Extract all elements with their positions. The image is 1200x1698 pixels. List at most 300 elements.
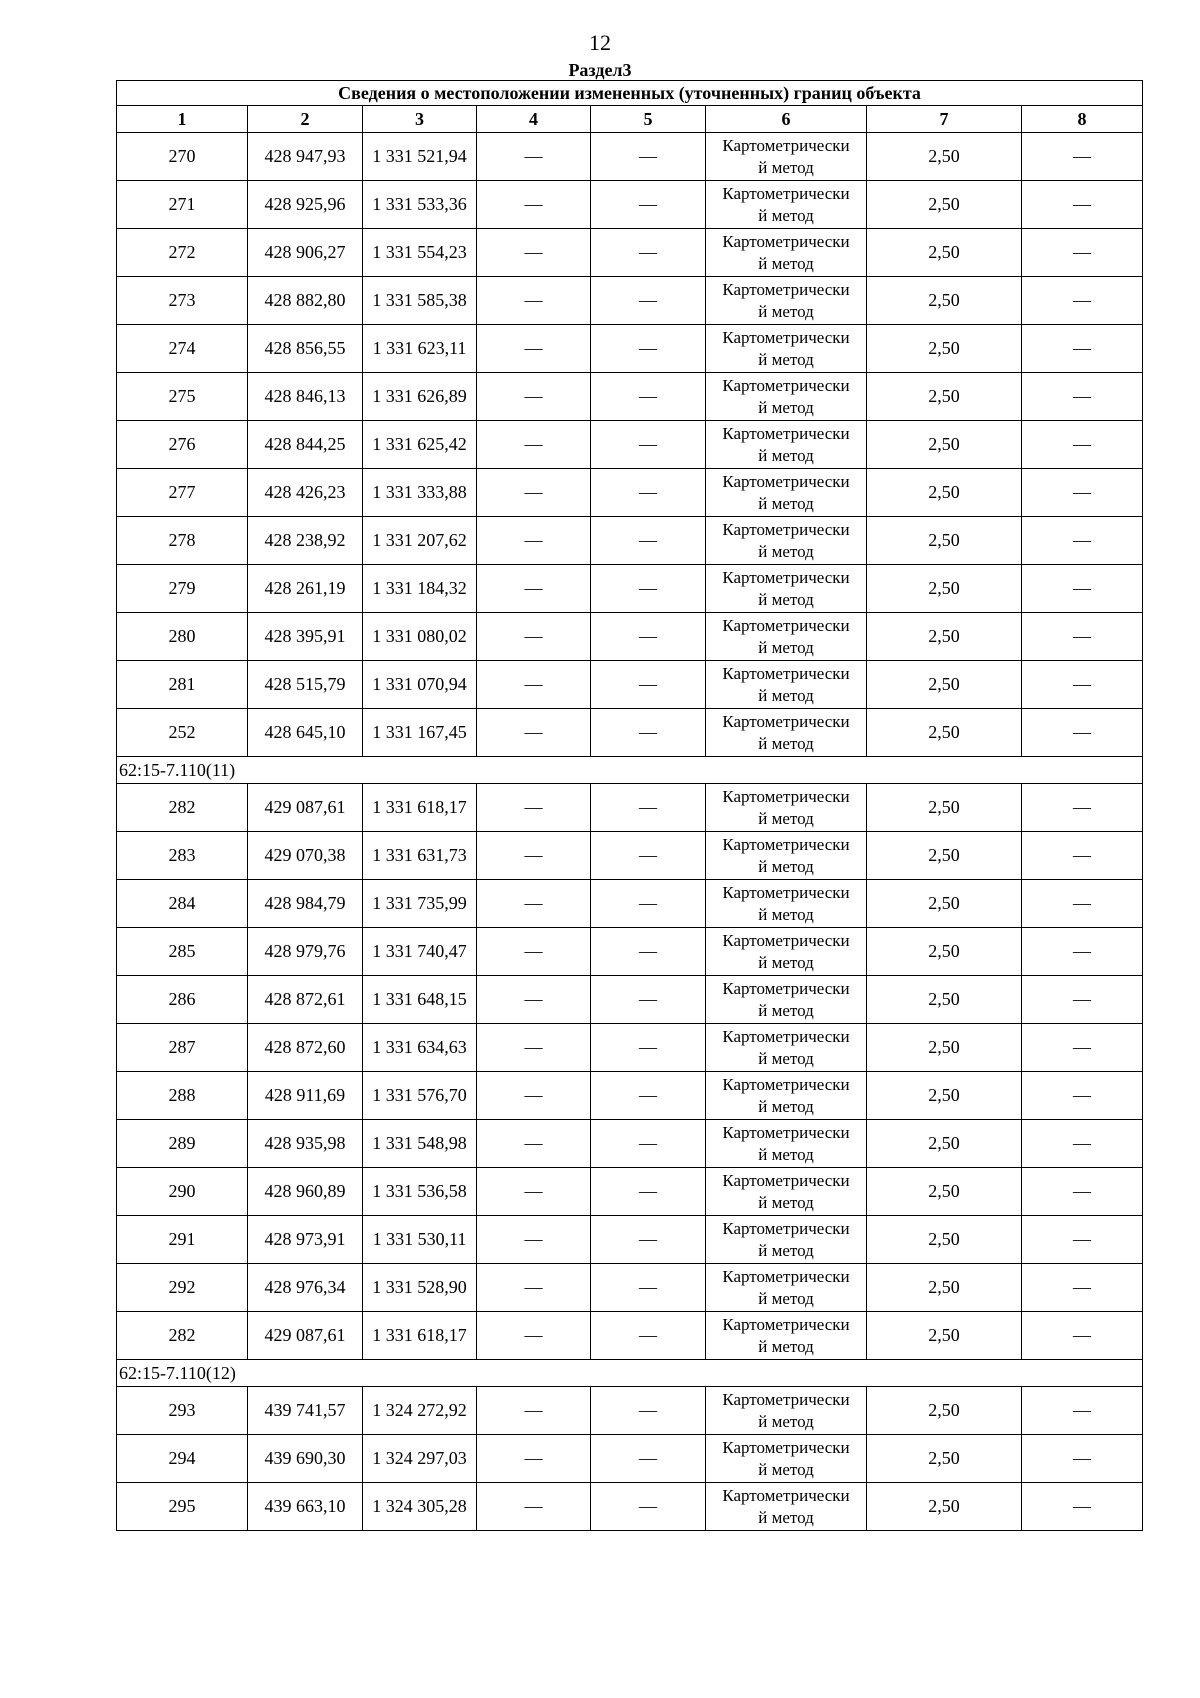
y-coordinate-cell: 1 331 530,11: [363, 1216, 477, 1264]
accuracy-cell: 2,50: [867, 277, 1022, 325]
accuracy-cell: 2,50: [867, 1120, 1022, 1168]
group-label: 62:15-7.110(11): [117, 757, 1143, 784]
column-number: 2: [248, 106, 363, 133]
y-coordinate-cell: 1 331 536,58: [363, 1168, 477, 1216]
accuracy-cell: 2,50: [867, 1483, 1022, 1531]
method-cell: [706, 1483, 867, 1531]
method-text-line2: й метод: [758, 157, 814, 177]
table-row: [117, 181, 1143, 229]
accuracy-cell: 2,50: [867, 1264, 1022, 1312]
dash-cell: —: [1022, 832, 1143, 880]
dash-cell: —: [1022, 517, 1143, 565]
dash-cell: —: [591, 1168, 706, 1216]
method-text-line1: Картометрически: [722, 471, 850, 491]
column-number: 1: [117, 106, 248, 133]
dash-cell: —: [477, 613, 591, 661]
method-cell: [706, 1435, 867, 1483]
accuracy-cell: 2,50: [867, 133, 1022, 181]
accuracy-cell: 2,50: [867, 613, 1022, 661]
dash-cell: —: [1022, 928, 1143, 976]
method-text-line1: Картометрически: [722, 786, 850, 806]
accuracy-cell: 2,50: [867, 976, 1022, 1024]
x-coordinate-cell: 428 960,89: [248, 1168, 363, 1216]
method-cell: [706, 709, 867, 757]
accuracy-cell: 2,50: [867, 1072, 1022, 1120]
table-row: [117, 1483, 1143, 1531]
dash-cell: —: [591, 469, 706, 517]
dash-cell: —: [477, 1120, 591, 1168]
method-text-line1: Картометрически: [722, 1074, 850, 1094]
dash-cell: —: [1022, 1072, 1143, 1120]
table-row: [117, 277, 1143, 325]
table-row: [117, 229, 1143, 277]
dash-cell: —: [1022, 1387, 1143, 1435]
x-coordinate-cell: 428 645,10: [248, 709, 363, 757]
table-row: [117, 421, 1143, 469]
point-number-cell: 285: [117, 928, 248, 976]
y-coordinate-cell: 1 331 623,11: [363, 325, 477, 373]
dash-cell: —: [477, 661, 591, 709]
table-row: [117, 832, 1143, 880]
dash-cell: —: [1022, 1483, 1143, 1531]
point-number-cell: 282: [117, 784, 248, 832]
accuracy-cell: 2,50: [867, 229, 1022, 277]
dash-cell: —: [477, 133, 591, 181]
dash-cell: —: [477, 1435, 591, 1483]
method-text-line2: й метод: [758, 589, 814, 609]
method-cell: [706, 1216, 867, 1264]
method-cell: [706, 1387, 867, 1435]
table-row: [117, 373, 1143, 421]
method-cell: [706, 133, 867, 181]
method-text-line2: й метод: [758, 1507, 814, 1527]
method-cell: [706, 325, 867, 373]
accuracy-cell: 2,50: [867, 1216, 1022, 1264]
dash-cell: —: [1022, 1024, 1143, 1072]
method-text-line1: Картометрически: [722, 231, 850, 251]
method-cell: [706, 565, 867, 613]
table-row: [117, 1120, 1143, 1168]
method-text-line2: й метод: [758, 733, 814, 753]
dash-cell: —: [591, 832, 706, 880]
accuracy-cell: 2,50: [867, 1312, 1022, 1360]
table-row: [117, 517, 1143, 565]
dash-cell: —: [591, 1120, 706, 1168]
method-text-line1: Картометрически: [722, 135, 850, 155]
method-text-line1: Картометрически: [722, 1437, 850, 1457]
point-number-cell: 288: [117, 1072, 248, 1120]
accuracy-cell: 2,50: [867, 181, 1022, 229]
table-row: [117, 565, 1143, 613]
dash-cell: —: [477, 277, 591, 325]
point-number-cell: 284: [117, 880, 248, 928]
dash-cell: —: [591, 565, 706, 613]
dash-cell: —: [591, 928, 706, 976]
method-cell: [706, 1312, 867, 1360]
x-coordinate-cell: 428 906,27: [248, 229, 363, 277]
method-cell: [706, 928, 867, 976]
method-text-line1: Картометрически: [722, 1314, 850, 1334]
method-text-line1: Картометрически: [722, 327, 850, 347]
dash-cell: —: [1022, 1264, 1143, 1312]
dash-cell: —: [477, 709, 591, 757]
accuracy-cell: 2,50: [867, 832, 1022, 880]
table-row: [117, 784, 1143, 832]
y-coordinate-cell: 1 331 735,99: [363, 880, 477, 928]
dash-cell: —: [591, 277, 706, 325]
dash-cell: —: [591, 1072, 706, 1120]
dash-cell: —: [1022, 469, 1143, 517]
dash-cell: —: [1022, 325, 1143, 373]
method-text-line2: й метод: [758, 493, 814, 513]
y-coordinate-cell: 1 331 333,88: [363, 469, 477, 517]
dash-cell: —: [477, 976, 591, 1024]
method-text-line2: й метод: [758, 637, 814, 657]
x-coordinate-cell: 428 261,19: [248, 565, 363, 613]
y-coordinate-cell: 1 324 305,28: [363, 1483, 477, 1531]
method-text-line2: й метод: [758, 301, 814, 321]
dash-cell: —: [591, 325, 706, 373]
method-text-line2: й метод: [758, 1459, 814, 1479]
dash-cell: —: [591, 661, 706, 709]
column-number: 4: [477, 106, 591, 133]
point-number-cell: 279: [117, 565, 248, 613]
method-text-line2: й метод: [758, 904, 814, 924]
y-coordinate-cell: 1 331 576,70: [363, 1072, 477, 1120]
x-coordinate-cell: 428 844,25: [248, 421, 363, 469]
accuracy-cell: 2,50: [867, 517, 1022, 565]
accuracy-cell: 2,50: [867, 421, 1022, 469]
method-text-line1: Картометрически: [722, 663, 850, 683]
x-coordinate-cell: 428 979,76: [248, 928, 363, 976]
table-row: [117, 613, 1143, 661]
point-number-cell: 273: [117, 277, 248, 325]
point-number-cell: 270: [117, 133, 248, 181]
dash-cell: —: [1022, 421, 1143, 469]
dash-cell: —: [477, 1264, 591, 1312]
dash-cell: —: [1022, 1216, 1143, 1264]
dash-cell: —: [477, 469, 591, 517]
dash-cell: —: [591, 709, 706, 757]
method-text-line2: й метод: [758, 1192, 814, 1212]
x-coordinate-cell: 428 872,60: [248, 1024, 363, 1072]
dash-cell: —: [477, 1387, 591, 1435]
dash-cell: —: [477, 928, 591, 976]
accuracy-cell: 2,50: [867, 1435, 1022, 1483]
method-cell: [706, 1024, 867, 1072]
coordinates-table: [116, 80, 1143, 1531]
x-coordinate-cell: 428 238,92: [248, 517, 363, 565]
point-number-cell: 293: [117, 1387, 248, 1435]
method-text-line2: й метод: [758, 1240, 814, 1260]
accuracy-cell: 2,50: [867, 565, 1022, 613]
x-coordinate-cell: 428 426,23: [248, 469, 363, 517]
accuracy-cell: 2,50: [867, 784, 1022, 832]
method-cell: [706, 784, 867, 832]
dash-cell: —: [477, 421, 591, 469]
x-coordinate-cell: 428 846,13: [248, 373, 363, 421]
dash-cell: —: [591, 229, 706, 277]
table-row: [117, 1072, 1143, 1120]
method-text-line2: й метод: [758, 1000, 814, 1020]
x-coordinate-cell: 428 395,91: [248, 613, 363, 661]
method-text-line1: Картометрически: [722, 279, 850, 299]
table-row: [117, 661, 1143, 709]
dash-cell: —: [591, 133, 706, 181]
dash-cell: —: [477, 565, 591, 613]
method-cell: [706, 373, 867, 421]
group-label: 62:15-7.110(12): [117, 1360, 1143, 1387]
x-coordinate-cell: 428 925,96: [248, 181, 363, 229]
method-text-line2: й метод: [758, 1288, 814, 1308]
dash-cell: —: [1022, 373, 1143, 421]
group-row: [117, 757, 1143, 784]
table-row: [117, 880, 1143, 928]
method-text-line1: Картометрически: [722, 183, 850, 203]
table-row: [117, 1312, 1143, 1360]
x-coordinate-cell: 429 087,61: [248, 1312, 363, 1360]
method-text-line1: Картометрически: [722, 567, 850, 587]
dash-cell: —: [1022, 1120, 1143, 1168]
dash-cell: —: [591, 880, 706, 928]
method-text-line1: Картометрически: [722, 615, 850, 635]
accuracy-cell: 2,50: [867, 661, 1022, 709]
method-cell: [706, 613, 867, 661]
x-coordinate-cell: 439 741,57: [248, 1387, 363, 1435]
method-cell: [706, 1120, 867, 1168]
point-number-cell: 278: [117, 517, 248, 565]
dash-cell: —: [477, 880, 591, 928]
y-coordinate-cell: 1 331 528,90: [363, 1264, 477, 1312]
point-number-cell: 277: [117, 469, 248, 517]
dash-cell: —: [1022, 709, 1143, 757]
method-text-line1: Картометрически: [722, 375, 850, 395]
point-number-cell: 283: [117, 832, 248, 880]
point-number-cell: 282: [117, 1312, 248, 1360]
dash-cell: —: [477, 1483, 591, 1531]
table-row: [117, 1387, 1143, 1435]
y-coordinate-cell: 1 331 521,94: [363, 133, 477, 181]
method-cell: [706, 517, 867, 565]
dash-cell: —: [477, 373, 591, 421]
dash-cell: —: [1022, 613, 1143, 661]
point-number-cell: 289: [117, 1120, 248, 1168]
dash-cell: —: [591, 613, 706, 661]
method-text-line2: й метод: [758, 1336, 814, 1356]
table-row: [117, 325, 1143, 373]
dash-cell: —: [591, 1435, 706, 1483]
dash-cell: —: [1022, 661, 1143, 709]
method-text-line2: й метод: [758, 253, 814, 273]
y-coordinate-cell: 1 331 648,15: [363, 976, 477, 1024]
y-coordinate-cell: 1 331 626,89: [363, 373, 477, 421]
method-text-line1: Картометрически: [722, 1266, 850, 1286]
method-text-line2: й метод: [758, 1096, 814, 1116]
point-number-cell: 275: [117, 373, 248, 421]
table-caption-row: [117, 81, 1143, 106]
method-text-line1: Картометрически: [722, 711, 850, 731]
dash-cell: —: [591, 1387, 706, 1435]
dash-cell: —: [477, 1072, 591, 1120]
dash-cell: —: [477, 325, 591, 373]
section-title: Раздел3: [568, 60, 632, 80]
point-number-cell: 271: [117, 181, 248, 229]
column-number: 3: [363, 106, 477, 133]
column-number: 7: [867, 106, 1022, 133]
dash-cell: —: [477, 517, 591, 565]
accuracy-cell: 2,50: [867, 1024, 1022, 1072]
method-text-line1: Картометрически: [722, 1218, 850, 1238]
point-number-cell: 280: [117, 613, 248, 661]
accuracy-cell: 2,50: [867, 928, 1022, 976]
accuracy-cell: 2,50: [867, 709, 1022, 757]
page-number: 12: [589, 30, 611, 55]
table-row: [117, 1264, 1143, 1312]
method-text-line1: Картометрически: [722, 978, 850, 998]
method-text-line1: Картометрически: [722, 930, 850, 950]
dash-cell: —: [591, 1024, 706, 1072]
method-cell: [706, 1072, 867, 1120]
dash-cell: —: [1022, 976, 1143, 1024]
point-number-cell: 295: [117, 1483, 248, 1531]
group-row: [117, 1360, 1143, 1387]
accuracy-cell: 2,50: [867, 880, 1022, 928]
y-coordinate-cell: 1 331 548,98: [363, 1120, 477, 1168]
point-number-cell: 290: [117, 1168, 248, 1216]
method-text-line2: й метод: [758, 445, 814, 465]
point-number-cell: 287: [117, 1024, 248, 1072]
dash-cell: —: [1022, 784, 1143, 832]
table-body: [117, 133, 1143, 1531]
dash-cell: —: [477, 1216, 591, 1264]
dash-cell: —: [477, 1168, 591, 1216]
x-coordinate-cell: 428 935,98: [248, 1120, 363, 1168]
x-coordinate-cell: 428 882,80: [248, 277, 363, 325]
method-text-line2: й метод: [758, 808, 814, 828]
x-coordinate-cell: 439 663,10: [248, 1483, 363, 1531]
method-text-line2: й метод: [758, 397, 814, 417]
method-text-line2: й метод: [758, 856, 814, 876]
method-cell: [706, 1168, 867, 1216]
column-number: 8: [1022, 106, 1143, 133]
dash-cell: —: [591, 1264, 706, 1312]
method-text-line2: й метод: [758, 685, 814, 705]
method-cell: [706, 661, 867, 709]
method-cell: [706, 277, 867, 325]
method-text-line1: Картометрически: [722, 1170, 850, 1190]
x-coordinate-cell: 428 872,61: [248, 976, 363, 1024]
table-row: [117, 709, 1143, 757]
method-cell: [706, 469, 867, 517]
column-number: 5: [591, 106, 706, 133]
x-coordinate-cell: 439 690,30: [248, 1435, 363, 1483]
accuracy-cell: 2,50: [867, 373, 1022, 421]
point-number-cell: 252: [117, 709, 248, 757]
x-coordinate-cell: 428 973,91: [248, 1216, 363, 1264]
accuracy-cell: 2,50: [867, 1168, 1022, 1216]
x-coordinate-cell: 428 515,79: [248, 661, 363, 709]
table-row: [117, 1435, 1143, 1483]
method-cell: [706, 976, 867, 1024]
x-coordinate-cell: 429 087,61: [248, 784, 363, 832]
dash-cell: —: [1022, 181, 1143, 229]
dash-cell: —: [591, 784, 706, 832]
method-text-line1: Картометрически: [722, 1122, 850, 1142]
point-number-cell: 292: [117, 1264, 248, 1312]
point-number-cell: 286: [117, 976, 248, 1024]
method-cell: [706, 181, 867, 229]
dash-cell: —: [1022, 133, 1143, 181]
dash-cell: —: [591, 373, 706, 421]
point-number-cell: 276: [117, 421, 248, 469]
dash-cell: —: [591, 1483, 706, 1531]
dash-cell: —: [591, 517, 706, 565]
table-caption: Сведения о местоположении измененных (уточненных) границ объекта: [117, 81, 1143, 106]
method-text-line1: Картометрически: [722, 423, 850, 443]
y-coordinate-cell: 1 324 297,03: [363, 1435, 477, 1483]
dash-cell: —: [477, 229, 591, 277]
method-text-line2: й метод: [758, 541, 814, 561]
dash-cell: —: [477, 784, 591, 832]
dash-cell: —: [477, 1024, 591, 1072]
dash-cell: —: [1022, 880, 1143, 928]
method-text-line2: й метод: [758, 1411, 814, 1431]
table-row: [117, 976, 1143, 1024]
method-cell: [706, 421, 867, 469]
point-number-cell: 291: [117, 1216, 248, 1264]
y-coordinate-cell: 1 331 631,73: [363, 832, 477, 880]
y-coordinate-cell: 1 331 184,32: [363, 565, 477, 613]
y-coordinate-cell: 1 331 080,02: [363, 613, 477, 661]
dash-cell: —: [591, 1216, 706, 1264]
y-coordinate-cell: 1 331 207,62: [363, 517, 477, 565]
column-numbers-row: [117, 106, 1143, 133]
method-text-line1: Картометрически: [722, 882, 850, 902]
dash-cell: —: [477, 181, 591, 229]
y-coordinate-cell: 1 331 533,36: [363, 181, 477, 229]
y-coordinate-cell: 1 324 272,92: [363, 1387, 477, 1435]
y-coordinate-cell: 1 331 618,17: [363, 784, 477, 832]
y-coordinate-cell: 1 331 618,17: [363, 1312, 477, 1360]
method-cell: [706, 832, 867, 880]
dash-cell: —: [1022, 1168, 1143, 1216]
x-coordinate-cell: 428 947,93: [248, 133, 363, 181]
method-cell: [706, 1264, 867, 1312]
point-number-cell: 274: [117, 325, 248, 373]
table-row: [117, 928, 1143, 976]
y-coordinate-cell: 1 331 634,63: [363, 1024, 477, 1072]
column-number: 6: [706, 106, 867, 133]
dash-cell: —: [1022, 277, 1143, 325]
table-row: [117, 469, 1143, 517]
dash-cell: —: [477, 832, 591, 880]
dash-cell: —: [477, 1312, 591, 1360]
y-coordinate-cell: 1 331 585,38: [363, 277, 477, 325]
y-coordinate-cell: 1 331 554,23: [363, 229, 477, 277]
x-coordinate-cell: 428 856,55: [248, 325, 363, 373]
table-row: [117, 1024, 1143, 1072]
dash-cell: —: [591, 421, 706, 469]
method-text-line2: й метод: [758, 205, 814, 225]
dash-cell: —: [591, 181, 706, 229]
x-coordinate-cell: 428 976,34: [248, 1264, 363, 1312]
method-text-line1: Картометрически: [722, 1026, 850, 1046]
dash-cell: —: [1022, 565, 1143, 613]
x-coordinate-cell: 429 070,38: [248, 832, 363, 880]
point-number-cell: 281: [117, 661, 248, 709]
method-text-line2: й метод: [758, 1048, 814, 1068]
x-coordinate-cell: 428 984,79: [248, 880, 363, 928]
